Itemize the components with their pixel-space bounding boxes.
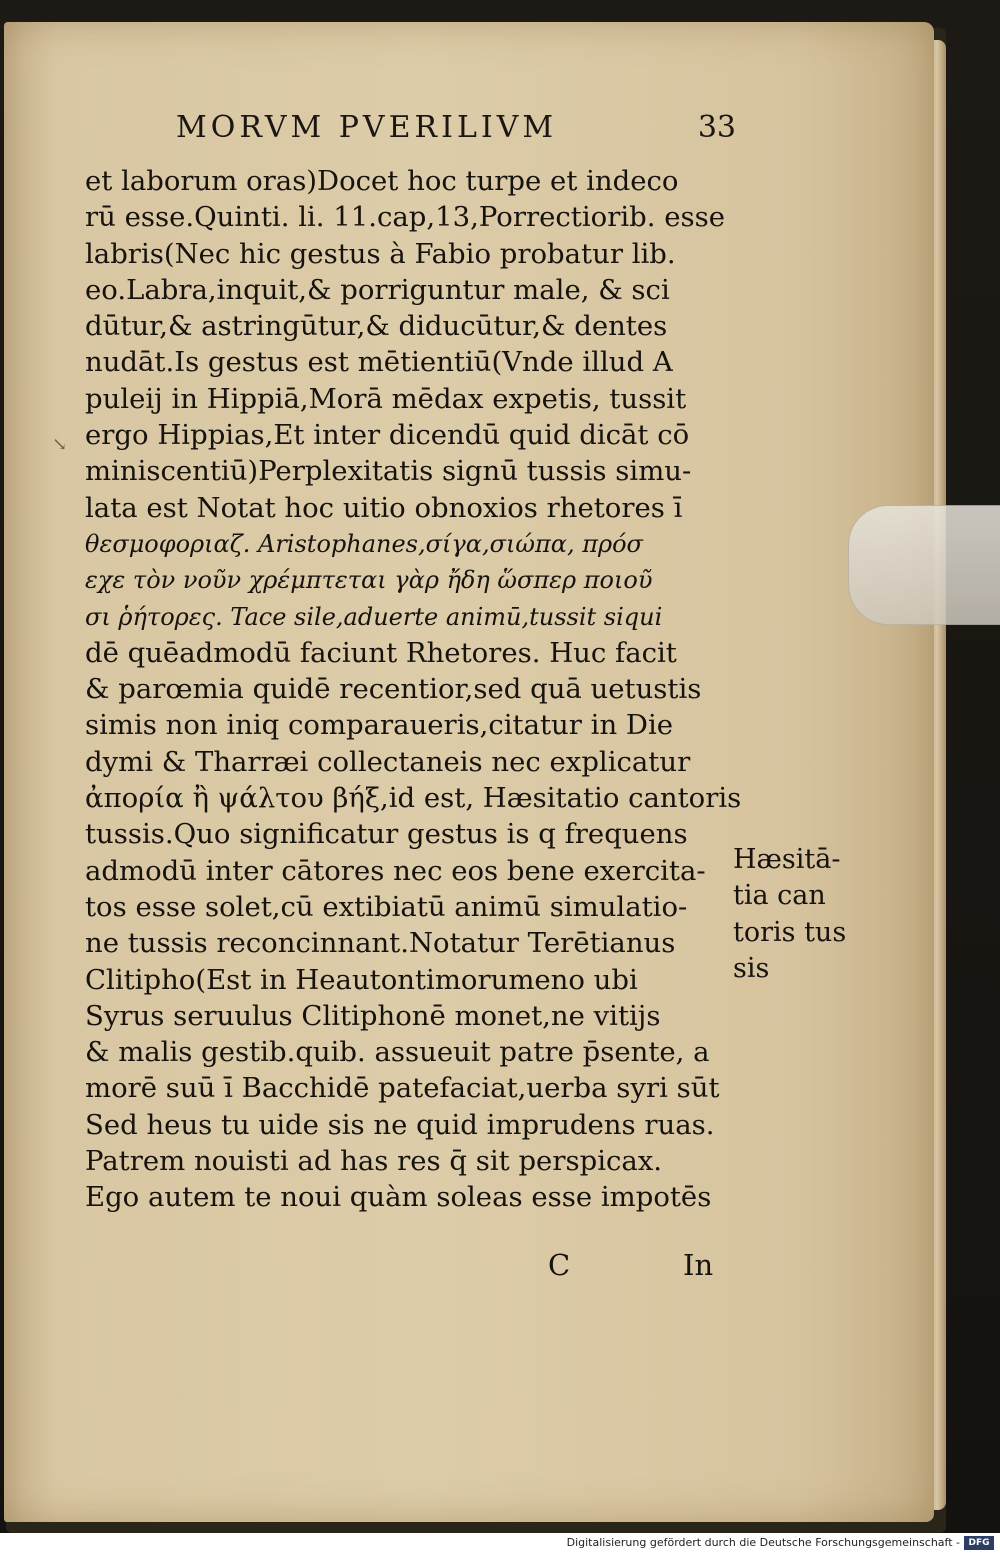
text-line: θεσμοφοριαζ. Aristophanes,σίγα,σιώπα, πρόσ (85, 529, 643, 558)
text-line: Patrem nouisti ad has res q̄ sit perspicax. (85, 1145, 663, 1178)
text-line: εχε τὸν νοῦν χρέμπτεται γὰρ ἤδη ὥσπερ ποιοῦ (85, 566, 653, 595)
page-number: 33 (697, 110, 736, 145)
text-line: tos esse solet,cū extibiatū animū simulatio- (85, 890, 688, 923)
text-line: dē quēadmodū faciunt Rhetores. Huc facit (85, 636, 677, 669)
text-line: et laborum oras)Docet hoc turpe et indeco (85, 165, 679, 197)
margin-note-line: Hæsitā- (733, 844, 841, 875)
text-line: miniscentiū)Perplexitatis signū tussis simu- (85, 455, 692, 488)
text-line: rū esse.Quinti. li. 11.cap,13,Porrectiorib. esse (85, 201, 726, 234)
text-line: simis non iniq comparaueris,citatur in Die (85, 709, 674, 742)
signature-mark: C (548, 1248, 571, 1282)
text-line: admodū inter cātores nec eos bene exercita- (85, 854, 706, 887)
text-line: Clitipho(Est in Heautontimorumeno ubi (85, 963, 638, 996)
text-line: σι ῥήτορες. Tace sile,aduerte animū,tussit siqui (85, 602, 663, 631)
catchword: In (683, 1248, 714, 1282)
margin-note-line: toris tus (733, 916, 847, 948)
transparent-page-clip (848, 505, 1000, 625)
text-line: ergo Hippias,Et inter dicendū quid dicāt cō (85, 419, 690, 452)
dfg-logo: DFG (964, 1536, 994, 1550)
text-line: nudāt.Is gestus est mētientiū(Vnde illud A (85, 346, 673, 379)
main-text-block (85, 163, 742, 1216)
running-title: MORVM PVERILIVM (176, 110, 558, 145)
text-line: puleij in Hippiā,Morā mēdax expetis, tussit (85, 382, 687, 415)
funding-credit: Digitalisierung gefördert durch die Deutsche Forschungsgemeinschaft - (566, 1536, 960, 1549)
text-line: tussis.Quo significatur gestus is q frequens (85, 818, 688, 851)
text-line: ἀπορία ἢ ψάλτου βήξ,id est, Hæsitatio cantoris (85, 782, 742, 815)
text-line: & malis gestib.quib. assueuit patre p̄sente, a (85, 1036, 710, 1069)
margin-note-line: sis (733, 952, 770, 984)
text-line: dymi & Tharræi collectaneis nec explicatur (85, 745, 691, 778)
text-line: dūtur,& astringūtur,& diducūtur,& dentes (85, 310, 668, 343)
text-line: eo.Labra,inquit,& porriguntur male, & sci (85, 273, 670, 306)
running-header (176, 110, 736, 150)
margin-note-line: tia can (733, 880, 826, 912)
text-line: Sed heus tu uide sis ne quid imprudens ruas. (85, 1108, 715, 1141)
text-line: lata est Notat hoc uitio obnoxios rhetores ī (85, 491, 683, 524)
text-line: Syrus seruulus Clitiphonē monet,ne vitijs (85, 999, 661, 1032)
text-line: Ego autem te noui quàm soleas esse impotēs (85, 1181, 712, 1214)
text-line: & parœmia quidē recentior,sed quā uetustis (85, 673, 702, 706)
text-line: morē suū ī Bacchidē patefaciat,uerba syri sūt (85, 1072, 720, 1105)
marginal-note (733, 842, 863, 987)
text-line: ne tussis reconcinnant.Notatur Terētianus (85, 927, 676, 960)
pencil-mark-icon: ↘ (52, 434, 68, 455)
text-line: labris(Nec hic gestus à Fabio probatur lib. (85, 237, 676, 270)
